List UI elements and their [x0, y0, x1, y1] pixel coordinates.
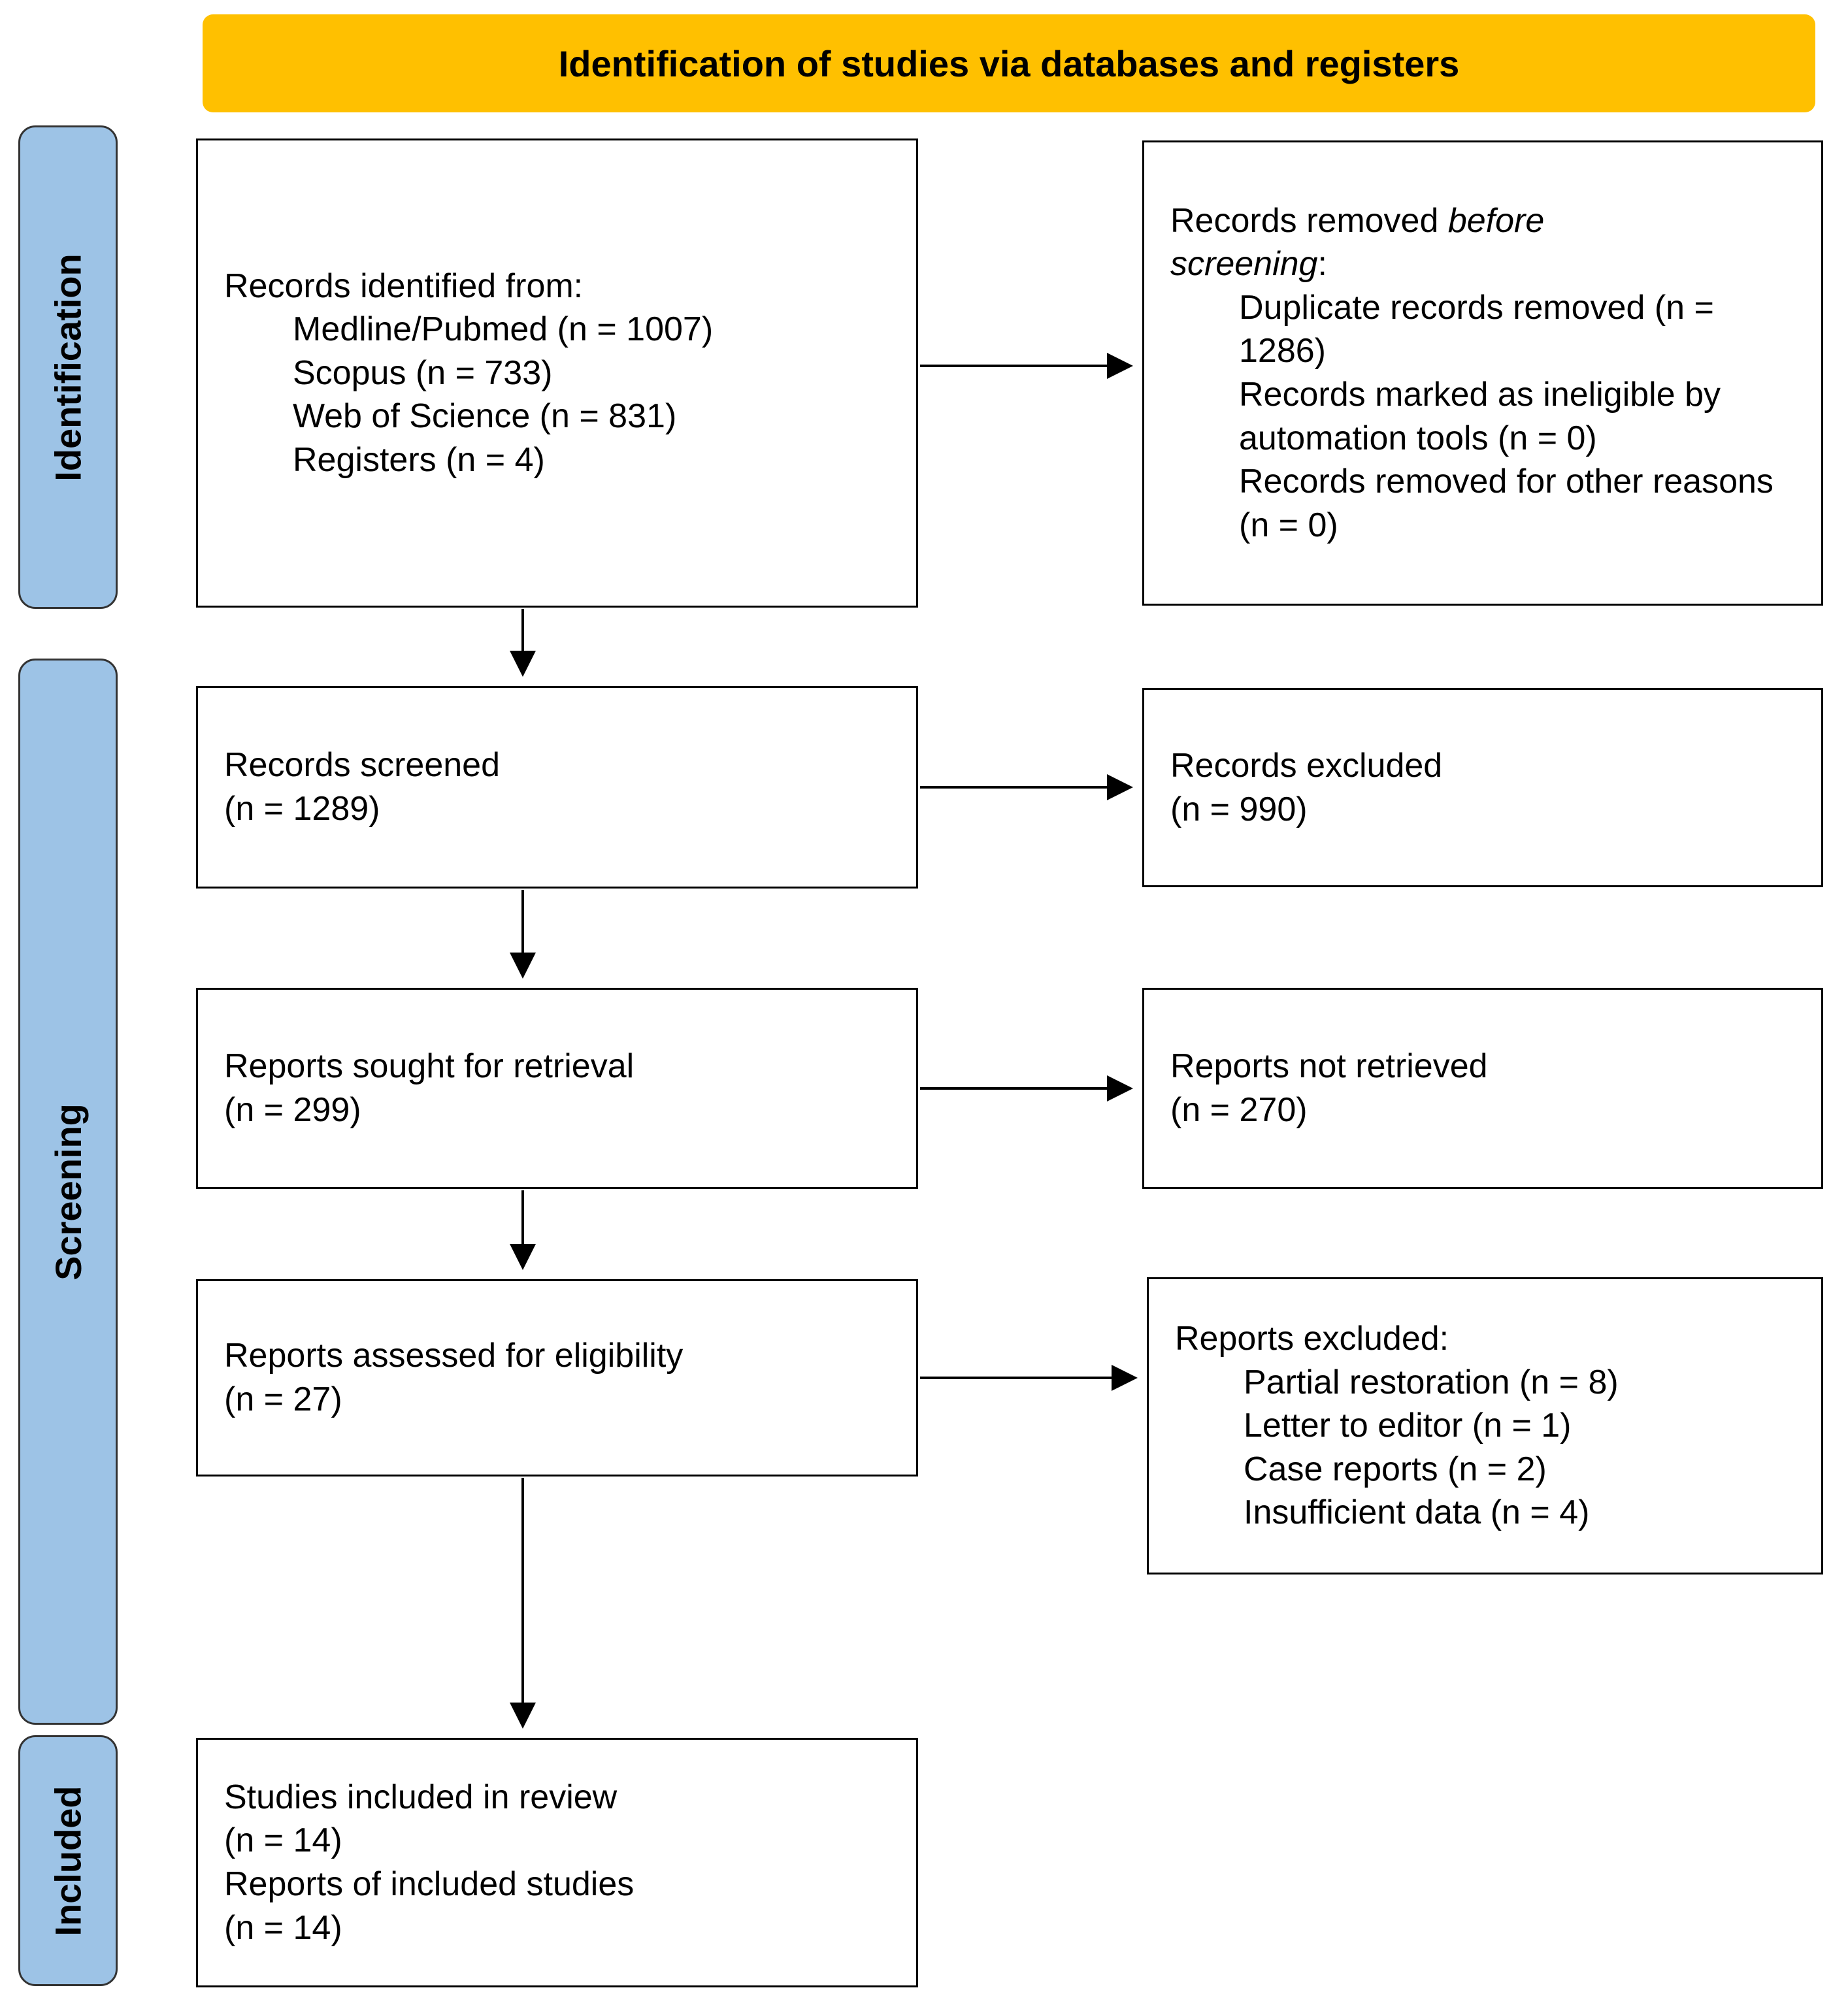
records-screened-line: Records screened: [224, 746, 500, 785]
reports-assessed-count: (n = 27): [224, 1380, 342, 1418]
studies-included-count: (n = 14): [224, 1821, 342, 1860]
records-identified-item: Scopus (n = 733): [293, 353, 553, 392]
stage-included: [18, 1735, 118, 1986]
box-records-identified: [196, 139, 918, 608]
flow-banner: [203, 14, 1815, 112]
stage-screening-label: Screening: [47, 1103, 89, 1280]
reports-included-count: (n = 14): [224, 1908, 342, 1947]
records-removed-item: Records removed for other reasons (n = 0): [1239, 463, 1774, 544]
records-removed-item: Duplicate records removed (n = 1286): [1239, 288, 1714, 370]
reports-excluded-item: Letter to editor (n = 1): [1244, 1407, 1572, 1445]
stage-included-label: Included: [47, 1785, 89, 1936]
records-removed-title-italic: before screening: [1170, 201, 1545, 284]
banner-title: Identification of studies via databases and registers: [558, 42, 1460, 84]
records-identified-item: Web of Science (n = 831): [293, 397, 677, 436]
box-records-screened: [196, 686, 918, 889]
reports-included-line: Reports of included studies: [224, 1865, 635, 1903]
stage-identification: [18, 125, 118, 609]
records-removed-title: [1170, 199, 1576, 286]
studies-included-line: Studies included in review: [224, 1778, 618, 1816]
records-screened-count: (n = 1289): [224, 790, 380, 828]
reports-not-retrieved-line: Reports not retrieved: [1170, 1047, 1488, 1086]
reports-sought-count: (n = 299): [224, 1091, 361, 1129]
reports-excluded-item: Insufficient data (n = 4): [1244, 1493, 1590, 1532]
reports-sought-line: Reports sought for retrieval: [224, 1047, 635, 1086]
records-removed-item: Records marked as ineligible by automation tools (n = 0): [1239, 376, 1721, 457]
reports-not-retrieved-count: (n = 270): [1170, 1091, 1308, 1129]
stage-identification-label: Identification: [47, 253, 89, 481]
box-reports-excluded: [1147, 1277, 1823, 1574]
box-records-excluded: [1142, 688, 1823, 887]
box-reports-not-retrieved: [1142, 988, 1823, 1189]
box-records-removed: [1142, 140, 1823, 606]
records-identified-item: Registers (n = 4): [293, 440, 545, 479]
reports-excluded-title: Reports excluded:: [1175, 1320, 1449, 1358]
reports-excluded-item: Partial restoration (n = 8): [1244, 1363, 1619, 1401]
box-reports-sought: [196, 988, 918, 1189]
records-removed-title-prefix: Records removed: [1170, 201, 1448, 240]
box-studies-included: [196, 1738, 918, 1987]
records-removed-title-suffix: :: [1317, 245, 1327, 284]
box-reports-assessed: [196, 1279, 918, 1476]
records-identified-item: Medline/Pubmed (n = 1007): [293, 310, 714, 349]
stage-screening: [18, 659, 118, 1725]
records-excluded-count: (n = 990): [1170, 790, 1308, 828]
reports-excluded-item: Case reports (n = 2): [1244, 1450, 1547, 1488]
records-identified-title: Records identified from:: [224, 267, 584, 305]
reports-assessed-line: Reports assessed for eligibility: [224, 1337, 684, 1375]
records-excluded-line: Records excluded: [1170, 746, 1443, 785]
